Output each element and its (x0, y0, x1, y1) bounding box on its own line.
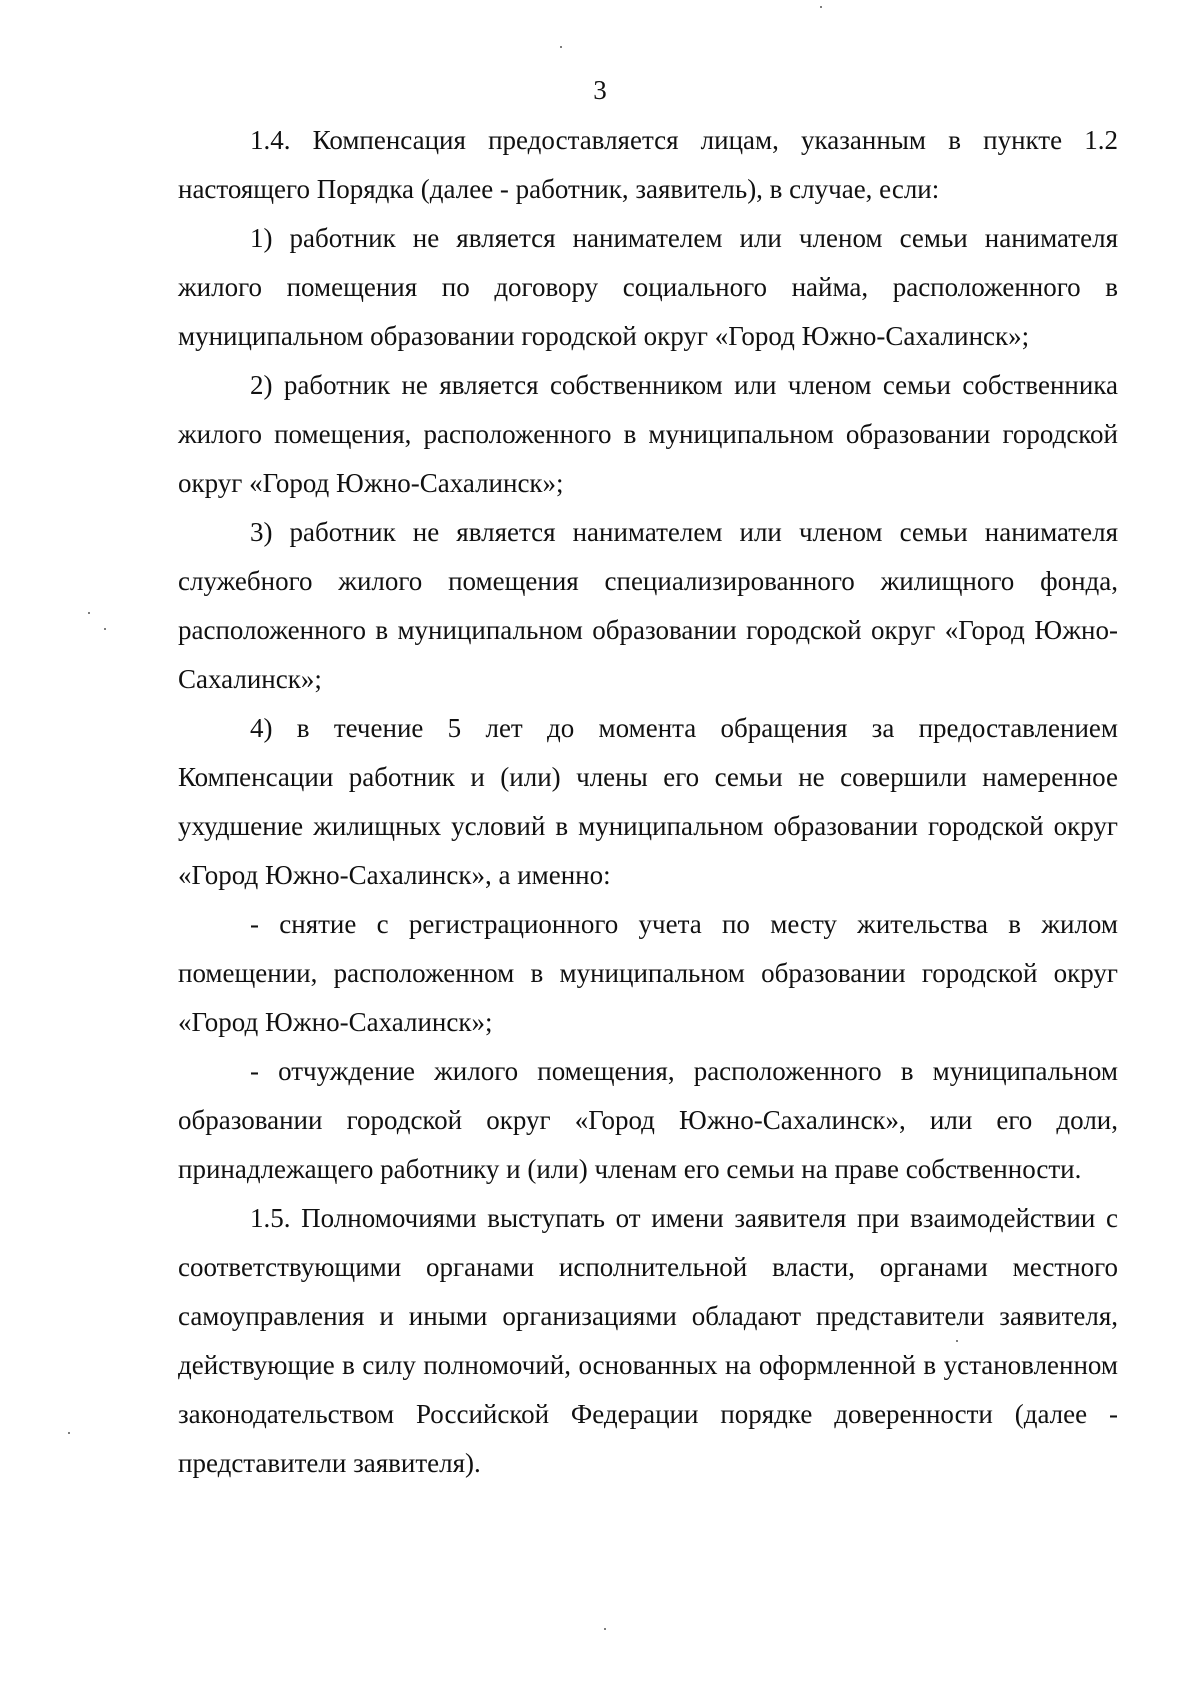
paragraph-item-4: 4) в течение 5 лет до момента обращения за предоставлением Компенсации работник и (или) члены его семьи не совершили намеренное ухудшение жилищных условий в муниципальном образовании городской округ «Город Южно-Сахалинск», а именно: (178, 713, 1118, 890)
scan-speck (68, 1432, 70, 1434)
document-body (178, 116, 1118, 1488)
scan-speck (88, 612, 90, 614)
scan-speck (104, 628, 106, 630)
paragraph-item-3: 3) работник не является нанимателем или членом семьи нанимателя служебного жилого помещения специализированного жилищного фонда, расположенного в муниципальном образовании городской округ «Город Южно-Сахалинск»; (178, 517, 1118, 694)
page-number: 3 (593, 75, 607, 105)
paragraph-item-1: 1) работник не является нанимателем или членом семьи нанимателя жилого помещения по договору социального найма, расположенного в муниципальном образовании городской округ «Город Южно-Сахалинск»; (178, 223, 1118, 351)
paragraph-dash-1: - снятие с регистрационного учета по месту жительства в жилом помещении, расположенном в муниципальном образовании городской округ «Город Южно-Сахалинск»; (178, 909, 1118, 1037)
paragraph-1-4: 1.4. Компенсация предоставляется лицам, указанным в пункте 1.2 настоящего Порядка (далее - работник, заявитель), в случае, если: (178, 125, 1118, 204)
paragraph-dash-2: - отчуждение жилого помещения, расположенного в муниципальном образовании городской округ «Город Южно-Сахалинск», или его доли, принадлежащего работнику и (или) членам его семьи на праве собственности. (178, 1056, 1118, 1184)
paragraph-1-5: 1.5. Полномочиями выступать от имени заявителя при взаимодействии с соответствующими органами исполнительной власти, органами местного самоуправления и иными организациями обладают представители заявителя, действующие в силу полномочий, основанных на оформленной в установленном законодательством Российской Федерации порядке доверенности (далее - представители заявителя). (178, 1203, 1118, 1478)
scan-speck (560, 46, 562, 48)
paragraph-item-2: 2) работник не является собственником или членом семьи собственника жилого помещения, расположенного в муниципальном образовании городской округ «Город Южно-Сахалинск»; (178, 370, 1118, 498)
scan-speck (604, 1628, 606, 1630)
scan-speck (956, 1340, 958, 1342)
scan-speck (820, 6, 822, 8)
